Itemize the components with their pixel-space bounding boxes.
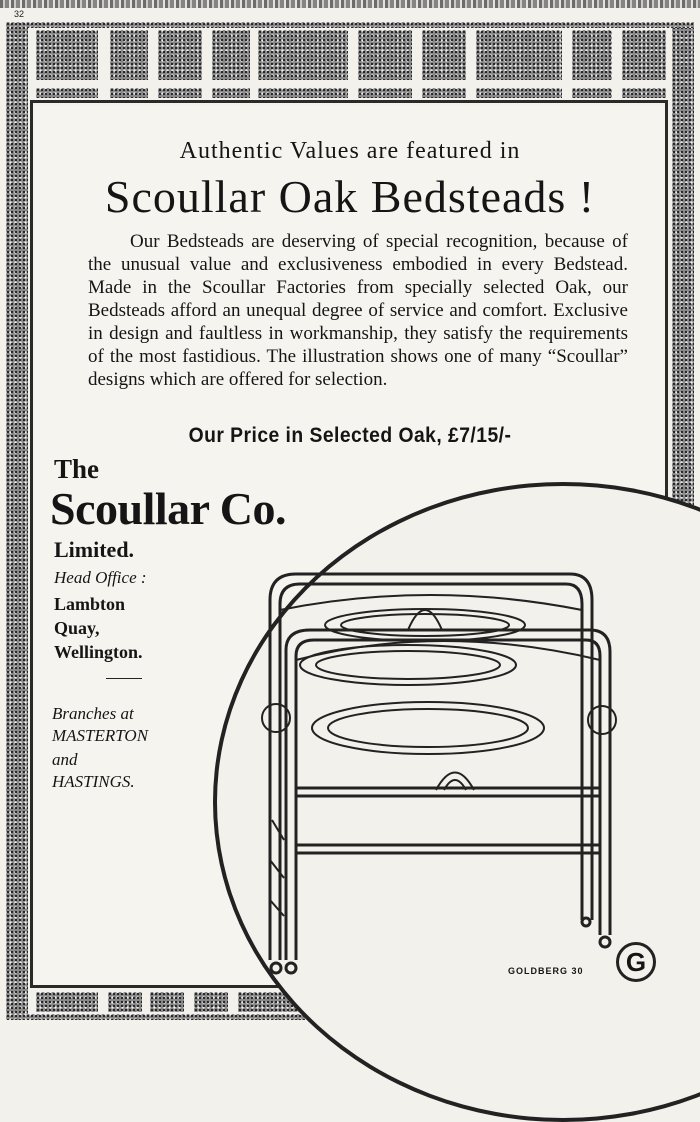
company-name: Scoullar Co. [50,483,286,534]
bedstead-illustration-icon [240,560,640,985]
headline: Authentic Values are featured in [179,138,521,164]
address-line: Wellington. [54,642,143,662]
branch-name: MASTERTON [52,726,149,745]
top-edge-strip [0,0,700,8]
price-line: Our Price in Selected Oak, £7/15/- [188,424,512,447]
company-the: The [54,454,100,484]
page-mark: 32 [14,9,25,19]
product-title: Scoullar Oak Bedsteads ! [104,171,596,222]
address-line: Lambton [54,594,126,614]
branch-name: HASTINGS. [52,772,135,791]
branches-label: Branches at [52,704,134,723]
artist-credit: GOLDBERG 30 [508,966,584,976]
divider [106,678,142,679]
g-logo-icon: G [616,942,656,982]
address-line: Quay, [54,618,100,638]
head-office-label: Head Office : [54,568,147,587]
branch-name: and [52,750,78,769]
company-suffix: Limited. [54,537,135,562]
description-paragraph: Our Bedsteads are deserving of special recognition, because of the unusual value and exclusiveness embodied in every Bedstead. Made in the Scoullar Factories from specially selected Oak, our Bedsteads afford an unequal degree of service and comfort. Exclusive in design and faultless in workmanship, they satisfy the requirements of the most fastidious. The illustration shows one of many “Scoullar” designs which are offered for selection. [88,231,628,390]
